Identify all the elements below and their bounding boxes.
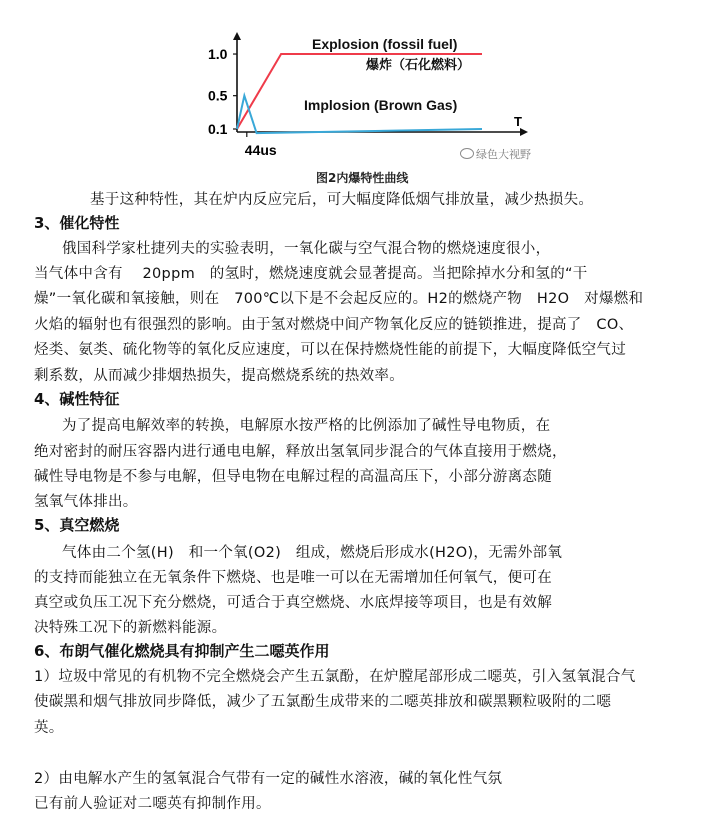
- para-4-line2: 绝对密封的耐压容器内进行通电电解，释放出氢氧同步混合的气体直接用于燃烧，: [34, 444, 567, 460]
- para-3-line4: 火焰的辐射也有很强烈的影响。由于氢对燃烧中间产物氧化反应的链锁推进，提高了 CO、: [34, 317, 634, 333]
- chart-svg: [200, 30, 530, 165]
- watermark-text: 绿色大视野: [476, 148, 531, 161]
- y-tick-label: 0.1: [208, 121, 228, 137]
- y-axis-arrow: [233, 32, 241, 40]
- y-tick-label: 1.0: [208, 46, 228, 63]
- heading-4: 4、碱性特征: [34, 390, 120, 408]
- heading-6: 6、布朗气催化燃烧具有抑制产生二噁英作用: [34, 642, 330, 660]
- heading-3: 3、催化特性: [34, 214, 120, 232]
- para-3-line1: 俄国科学家杜捷列夫的实验表明，一氧化碳与空气混合物的燃烧速度很小，: [62, 241, 551, 257]
- wechat-icon: [460, 148, 474, 159]
- para-5-line1: 气体由二个氢(H) 和一个氧(O2) 组成，燃烧后形成水(H2O)，无需外部氧: [62, 545, 563, 561]
- para-3-line2: 当气体中含有 20ppm 的氢时，燃烧速度就会显著提高。当把除掉水分和氢的“干: [34, 266, 588, 282]
- series-label-explosion-zh: 爆炸（石化燃料）: [366, 58, 471, 73]
- para-4-line3: 碱性导电物是不参与电解，但导电物在电解过程的高温高压下，小部分游离态随: [34, 469, 552, 485]
- figure-caption: 图2内爆特性曲线: [316, 171, 409, 185]
- para-3-line6: 剩系数，从而减少排烟热损失，提高燃烧系统的热效率。: [34, 368, 404, 384]
- para-4-line1: 为了提高电解效率的转换，电解原水按严格的比例添加了碱性导电物质，在: [62, 418, 551, 434]
- para-6-1-line1: 1）垃圾中常见的有机物不完全燃烧会产生五氯酚，在炉膛尾部形成二噁英，引入氢氧混合气: [34, 669, 636, 685]
- para-6-2-line2: 已有前人验证对二噁英有抑制作用。: [34, 796, 271, 812]
- watermark: [460, 146, 531, 162]
- para-6-1-line3: 英。: [34, 720, 64, 736]
- para-intro: 基于这种特性，其在炉内反应完后，可大幅度降低烟气排放量，减少热损失。: [90, 192, 594, 208]
- para-3-line3: 燥”一氧化碳和氧接触，则在 700℃以下是不会起反应的。H2的燃烧产物 H2O 对爆燃和: [34, 291, 644, 307]
- y-tick-label: 0.5: [208, 87, 228, 104]
- heading-5: 5、真空燃烧: [34, 516, 120, 534]
- para-5-line4: 决特殊工况下的新燃料能源。: [34, 620, 227, 636]
- para-6-1-line2: 使碳黑和烟气排放同步降低，减少了五氯酚生成带来的二噁英排放和碳黑颗粒吸附的二噁: [34, 694, 612, 710]
- x-axis-end-label: T: [514, 114, 522, 129]
- x-axis-arrow: [520, 128, 528, 136]
- series-label-explosion: Explosion (fossil fuel): [312, 36, 458, 52]
- para-5-line3: 真空或负压工况下充分燃烧，可适合于真空燃烧、水底焊接等项目，也是有效解: [34, 595, 552, 611]
- series-label-implosion: Implosion (Brown Gas): [304, 97, 458, 113]
- x-marker-label: 44us: [244, 142, 277, 158]
- para-3-line5: 烃类、氨类、硫化物等的氧化反应速度，可以在保持燃烧性能的前提下，大幅度降低空气过: [34, 342, 626, 358]
- para-5-line2: 的支持而能独立在无氧条件下燃烧、也是唯一可以在无需增加任何氧气，便可在: [34, 570, 552, 586]
- para-4-line4: 氢氧气体排出。: [34, 494, 138, 510]
- explosion-implosion-chart: [200, 30, 530, 165]
- para-6-2-line1: 2）由电解水产生的氢氧混合气带有一定的碱性水溶液，碱的氧化性气氛: [34, 771, 503, 787]
